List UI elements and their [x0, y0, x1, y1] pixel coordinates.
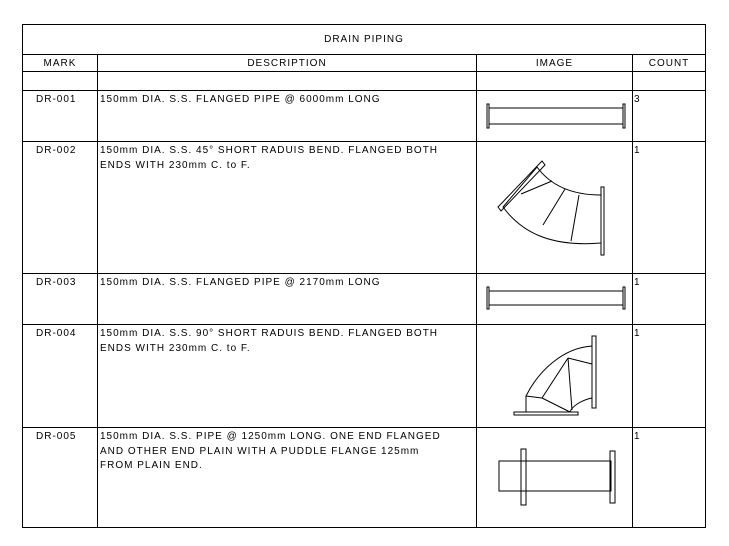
row-mark: DR-001 [36, 94, 77, 105]
row-description: 150mm DIA. S.S. FLANGED PIPE @ 2170mm LONG [100, 277, 381, 288]
row-count: 1 [634, 328, 641, 339]
column-divider [632, 90, 633, 528]
straight-flanged-pipe-icon [486, 286, 626, 310]
row-mark: DR-003 [36, 277, 77, 288]
row-description: 150mm DIA. S.S. PIPE @ 1250mm LONG. ONE END FLANGED AND OTHER END PLAIN WITH A PUDDLE FLANGE 125mm FROM PLAIN END. [100, 431, 441, 471]
column-divider [97, 90, 98, 528]
row-divider [23, 324, 705, 325]
column-divider [476, 90, 477, 528]
row-mark: DR-004 [36, 328, 77, 339]
header-mark: MARK [43, 58, 77, 69]
bend-90-icon [512, 334, 602, 420]
header-count: COUNT [648, 58, 690, 69]
row-mark: DR-002 [36, 145, 77, 156]
title-divider [23, 54, 705, 55]
header-description: DESCRIPTION [247, 58, 327, 69]
row-description: 150mm DIA. S.S. 45° SHORT RADUIS BEND. FLANGED BOTH ENDS WITH 230mm C. to F. [100, 145, 439, 171]
row-description: 150mm DIA. S.S. FLANGED PIPE @ 6000mm LONG [100, 94, 381, 105]
row-count: 3 [634, 94, 641, 105]
puddle-flange-pipe-icon [497, 445, 617, 509]
row-count: 1 [634, 277, 641, 288]
bend-45-icon [493, 159, 607, 255]
straight-flanged-pipe-icon [486, 102, 626, 130]
header-image: IMAGE [535, 58, 574, 69]
drain-piping-schedule [22, 24, 706, 528]
row-divider [23, 427, 705, 428]
spacer-divider [23, 90, 705, 91]
row-mark: DR-005 [36, 431, 77, 442]
row-count: 1 [634, 431, 641, 442]
row-count: 1 [634, 145, 641, 156]
row-divider [23, 141, 705, 142]
schedule-title: DRAIN PIPING [324, 34, 404, 45]
row-description: 150mm DIA. S.S. 90° SHORT RADUIS BEND. FLANGED BOTH ENDS WITH 230mm C. to F. [100, 328, 439, 354]
row-divider [23, 273, 705, 274]
